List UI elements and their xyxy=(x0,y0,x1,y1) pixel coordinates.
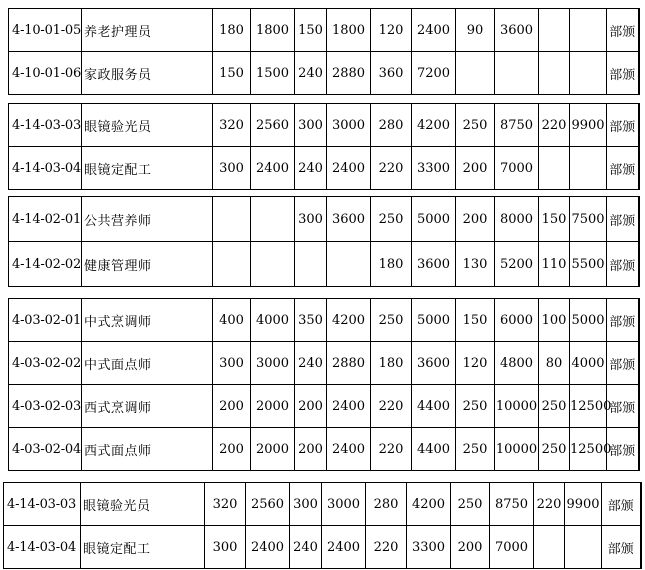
value-cell: 12500 xyxy=(570,385,607,428)
value-cell: 200 xyxy=(213,385,251,428)
value-cell: 3300 xyxy=(407,526,451,569)
value-cell: 300 xyxy=(295,197,327,242)
value-cell: 220 xyxy=(371,147,412,190)
value-cell: 200 xyxy=(213,428,251,471)
value-cell: 3600 xyxy=(412,342,456,385)
table-row xyxy=(9,342,639,385)
value-cell: 200 xyxy=(456,197,495,242)
occupation-name: 西式烹调师 xyxy=(82,385,213,428)
occupation-code: 4-03-02-01 xyxy=(9,299,82,342)
fee-table-block xyxy=(8,8,640,95)
occupation-name: 眼镜定配工 xyxy=(82,147,213,190)
occupation-code: 4-14-02-02 xyxy=(9,242,82,287)
value-cell: 8000 xyxy=(495,197,539,242)
source-cell: 部颁 xyxy=(607,242,639,287)
value-cell: 220 xyxy=(539,104,570,147)
value-cell: 400 xyxy=(213,299,251,342)
occupation-name: 眼镜定配工 xyxy=(81,526,205,569)
value-cell: 10000 xyxy=(495,428,539,471)
value-cell: 250 xyxy=(456,428,495,471)
occupation-code: 4-03-02-03 xyxy=(9,385,82,428)
value-cell: 3000 xyxy=(322,483,366,526)
value-cell: 150 xyxy=(213,52,251,95)
source-cell: 部颁 xyxy=(602,526,641,569)
occupation-code: 4-14-03-04 xyxy=(9,147,82,190)
occupation-name: 西式面点师 xyxy=(82,428,213,471)
value-cell: 5200 xyxy=(495,242,539,287)
value-cell: 5000 xyxy=(412,299,456,342)
value-cell: 240 xyxy=(295,52,327,95)
occupation-name: 眼镜验光员 xyxy=(82,104,213,147)
value-cell: 240 xyxy=(290,526,322,569)
value-cell: 9900 xyxy=(570,104,607,147)
value-cell xyxy=(213,197,251,242)
value-cell: 80 xyxy=(539,342,570,385)
table-row xyxy=(9,299,639,342)
occupation-code: 4-03-02-02 xyxy=(9,342,82,385)
fee-table-block xyxy=(3,482,642,569)
table-row xyxy=(9,104,639,147)
value-cell: 2400 xyxy=(412,9,456,52)
value-cell: 360 xyxy=(371,52,412,95)
table-row xyxy=(4,526,641,569)
value-cell: 300 xyxy=(213,342,251,385)
fee-table-block xyxy=(8,298,640,471)
value-cell: 7000 xyxy=(495,147,539,190)
table-row xyxy=(9,52,639,95)
occupation-name: 中式烹调师 xyxy=(82,299,213,342)
value-cell: 2880 xyxy=(327,342,371,385)
value-cell: 300 xyxy=(295,104,327,147)
occupation-code: 4-14-02-01 xyxy=(9,197,82,242)
occupation-name: 家政服务员 xyxy=(82,52,213,95)
value-cell: 350 xyxy=(295,299,327,342)
value-cell: 2400 xyxy=(251,147,295,190)
value-cell: 90 xyxy=(456,9,495,52)
value-cell xyxy=(539,147,570,190)
value-cell: 250 xyxy=(371,299,412,342)
source-cell: 部颁 xyxy=(607,52,639,95)
value-cell xyxy=(251,197,295,242)
value-cell: 300 xyxy=(205,526,246,569)
value-cell xyxy=(251,242,295,287)
occupation-code: 4-10-01-06 xyxy=(9,52,82,95)
value-cell: 1800 xyxy=(327,9,371,52)
value-cell: 240 xyxy=(295,147,327,190)
occupation-code: 4-10-01-05 xyxy=(9,9,82,52)
value-cell: 200 xyxy=(295,385,327,428)
value-cell: 5500 xyxy=(570,242,607,287)
value-cell: 250 xyxy=(371,197,412,242)
value-cell: 110 xyxy=(539,242,570,287)
value-cell: 250 xyxy=(456,104,495,147)
value-cell: 3600 xyxy=(412,242,456,287)
value-cell xyxy=(456,52,495,95)
value-cell xyxy=(539,9,570,52)
table-row xyxy=(9,9,639,52)
occupation-name: 眼镜验光员 xyxy=(81,483,205,526)
value-cell: 200 xyxy=(456,147,495,190)
value-cell: 6000 xyxy=(495,299,539,342)
value-cell: 1800 xyxy=(251,9,295,52)
value-cell: 4000 xyxy=(570,342,607,385)
value-cell: 220 xyxy=(534,483,565,526)
table-row xyxy=(4,483,641,526)
value-cell: 180 xyxy=(371,242,412,287)
source-cell: 部颁 xyxy=(607,299,639,342)
value-cell: 2400 xyxy=(327,147,371,190)
value-cell: 5000 xyxy=(412,197,456,242)
occupation-name: 中式面点师 xyxy=(82,342,213,385)
value-cell: 220 xyxy=(366,526,407,569)
value-cell xyxy=(495,52,539,95)
value-cell: 300 xyxy=(213,147,251,190)
value-cell: 3000 xyxy=(327,104,371,147)
value-cell: 7000 xyxy=(490,526,534,569)
value-cell: 150 xyxy=(539,197,570,242)
source-cell: 部颁 xyxy=(607,9,639,52)
value-cell: 180 xyxy=(213,9,251,52)
value-cell: 220 xyxy=(371,385,412,428)
value-cell: 10000 xyxy=(495,385,539,428)
value-cell: 4000 xyxy=(251,299,295,342)
value-cell: 12500 xyxy=(570,428,607,471)
value-cell: 180 xyxy=(371,342,412,385)
value-cell xyxy=(570,147,607,190)
value-cell: 250 xyxy=(456,385,495,428)
value-cell: 2000 xyxy=(251,428,295,471)
value-cell: 2880 xyxy=(327,52,371,95)
value-cell: 150 xyxy=(456,299,495,342)
value-cell: 200 xyxy=(451,526,490,569)
value-cell: 2560 xyxy=(246,483,290,526)
fee-table-block xyxy=(8,103,640,190)
value-cell: 2400 xyxy=(327,428,371,471)
value-cell xyxy=(213,242,251,287)
value-cell xyxy=(570,9,607,52)
source-cell: 部颁 xyxy=(607,104,639,147)
value-cell: 2000 xyxy=(251,385,295,428)
value-cell: 300 xyxy=(290,483,322,526)
value-cell: 2400 xyxy=(327,385,371,428)
source-cell: 部颁 xyxy=(602,483,641,526)
value-cell xyxy=(534,526,565,569)
value-cell: 7500 xyxy=(570,197,607,242)
table-row xyxy=(9,428,639,471)
value-cell: 220 xyxy=(371,428,412,471)
value-cell: 320 xyxy=(205,483,246,526)
value-cell: 4200 xyxy=(412,104,456,147)
value-cell: 280 xyxy=(371,104,412,147)
occupation-code: 4-14-03-03 xyxy=(9,104,82,147)
value-cell: 4400 xyxy=(412,428,456,471)
source-cell: 部颁 xyxy=(607,197,639,242)
value-cell: 320 xyxy=(213,104,251,147)
value-cell xyxy=(565,526,602,569)
value-cell: 3300 xyxy=(412,147,456,190)
value-cell: 8750 xyxy=(490,483,534,526)
occupation-code: 4-14-03-03 xyxy=(4,483,81,526)
value-cell: 1500 xyxy=(251,52,295,95)
value-cell: 130 xyxy=(456,242,495,287)
value-cell: 2400 xyxy=(246,526,290,569)
source-cell: 部颁 xyxy=(607,342,639,385)
value-cell: 3000 xyxy=(251,342,295,385)
fee-table-block xyxy=(8,196,640,287)
value-cell: 250 xyxy=(539,428,570,471)
table-row xyxy=(9,385,639,428)
value-cell: 4800 xyxy=(495,342,539,385)
value-cell: 200 xyxy=(295,428,327,471)
value-cell: 4200 xyxy=(327,299,371,342)
value-cell: 3600 xyxy=(495,9,539,52)
table-row xyxy=(9,197,639,242)
value-cell xyxy=(327,242,371,287)
value-cell: 5000 xyxy=(570,299,607,342)
occupation-code: 4-03-02-04 xyxy=(9,428,82,471)
source-cell: 部颁 xyxy=(607,428,639,471)
value-cell: 250 xyxy=(539,385,570,428)
table-row xyxy=(9,242,639,287)
occupation-name: 健康管理师 xyxy=(82,242,213,287)
value-cell: 8750 xyxy=(495,104,539,147)
value-cell: 240 xyxy=(295,342,327,385)
value-cell: 150 xyxy=(295,9,327,52)
occupation-code: 4-14-03-04 xyxy=(4,526,81,569)
value-cell xyxy=(295,242,327,287)
value-cell: 9900 xyxy=(565,483,602,526)
value-cell: 120 xyxy=(371,9,412,52)
value-cell: 4200 xyxy=(407,483,451,526)
table-row xyxy=(9,147,639,190)
source-cell: 部颁 xyxy=(607,147,639,190)
value-cell: 100 xyxy=(539,299,570,342)
value-cell: 2560 xyxy=(251,104,295,147)
value-cell: 4400 xyxy=(412,385,456,428)
value-cell: 120 xyxy=(456,342,495,385)
occupation-name: 公共营养师 xyxy=(82,197,213,242)
occupation-name: 养老护理员 xyxy=(82,9,213,52)
value-cell xyxy=(539,52,570,95)
value-cell xyxy=(570,52,607,95)
value-cell: 2400 xyxy=(322,526,366,569)
value-cell: 7200 xyxy=(412,52,456,95)
source-cell: 部颁 xyxy=(607,385,639,428)
value-cell: 280 xyxy=(366,483,407,526)
value-cell: 250 xyxy=(451,483,490,526)
value-cell: 3600 xyxy=(327,197,371,242)
